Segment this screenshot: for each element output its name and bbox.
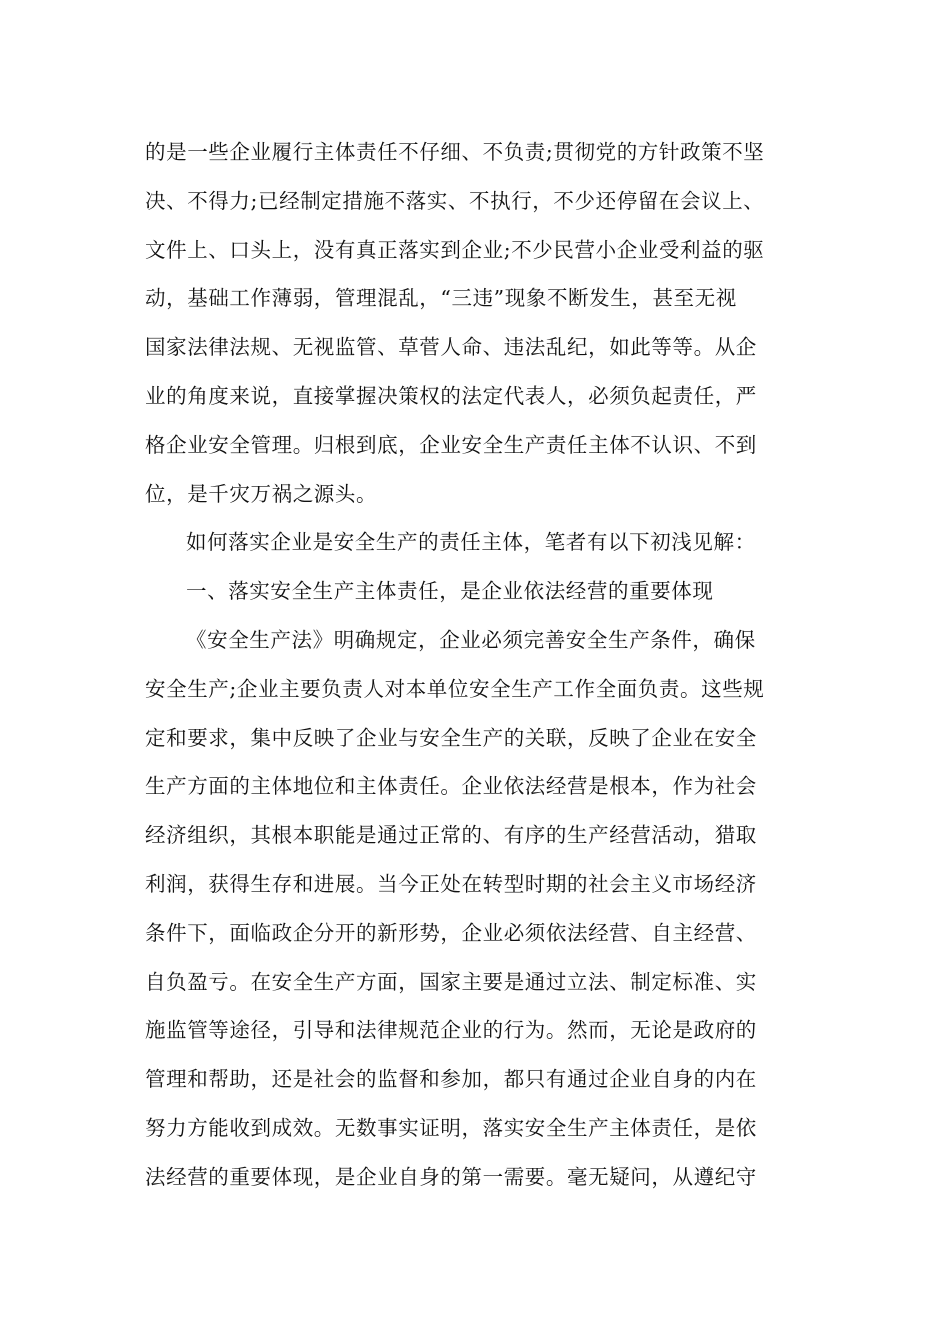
text-line: 定和要求，集中反映了企业与安全生产的关联，反映了企业在安全 — [145, 725, 757, 750]
text-line: 《安全生产法》明确规定，企业必须完善安全生产条件，确保 — [186, 627, 756, 652]
text-line: 国家法律法规、无视监管、草菅人命、违法乱纪，如此等等。从企 — [145, 335, 757, 360]
text-line: 自负盈亏。在安全生产方面，国家主要是通过立法、制定标准、实 — [145, 969, 757, 994]
text-line: 努力方能收到成效。无数事实证明，落实安全生产主体责任，是依 — [145, 1115, 757, 1140]
text-line: 条件下，面临政企分开的新形势，企业必须依法经营、自主经营、 — [145, 920, 757, 945]
text-line: 法经营的重要体现，是企业自身的第一需要。毫无疑问，从遵纪守 — [145, 1164, 757, 1189]
text-line: 如何落实企业是安全生产的责任主体，笔者有以下初浅见解： — [186, 530, 756, 555]
text-line: 生产方面的主体地位和主体责任。企业依法经营是根本，作为社会 — [145, 774, 757, 799]
text-line: 格企业安全管理。归根到底，企业安全生产责任主体不认识、不到 — [145, 432, 757, 457]
text-line: 安全生产;企业主要负责人对本单位安全生产工作全面负责。这些规 — [145, 676, 765, 701]
text-line: 的是一些企业履行主体责任不仔细、不负责;贯彻党的方针政策不坚 — [145, 140, 765, 164]
text-line: 业的角度来说，直接掌握决策权的法定代表人，必须负起责任，严 — [145, 383, 757, 408]
text-line: 经济组织，其根本职能是通过正常的、有序的生产经营活动，猎取 — [145, 823, 757, 848]
text-line: 施监管等途径，引导和法律规范企业的行为。然而，无论是政府的 — [145, 1018, 757, 1043]
text-line: 决、不得力;已经制定措施不落实、不执行，不少还停留在会议上、 — [145, 188, 765, 213]
text-line: 文件上、口头上，没有真正落实到企业;不少民营小企业受利益的驱 — [145, 237, 765, 262]
body-text — [145, 128, 815, 1202]
text-line: 利润，获得生存和进展。当今正处在转型时期的社会主义市场经济 — [145, 871, 757, 896]
text-line: 动，基础工作薄弱，管理混乱，“三违”现象不断发生，甚至无视 — [145, 286, 737, 311]
text-line: 位，是千灾万祸之源头。 — [145, 481, 378, 506]
text-line: 一、落实安全生产主体责任，是企业依法经营的重要体现 — [186, 579, 714, 604]
text-line: 管理和帮助，还是社会的监督和参加，都只有通过企业自身的内在 — [145, 1067, 757, 1092]
